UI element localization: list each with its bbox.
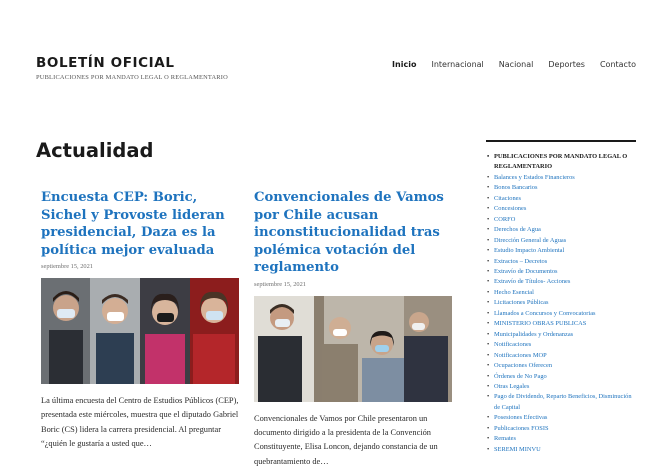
- sidebar-category-item[interactable]: • Posesiones Efectivas: [486, 413, 636, 423]
- post-date: septiembre 15, 2021: [41, 263, 239, 270]
- category-list: [486, 152, 636, 455]
- sidebar-category-item[interactable]: • Remates: [486, 434, 636, 444]
- sidebar-category-item[interactable]: • Hecho Esencial: [486, 288, 636, 298]
- sidebar-category-item[interactable]: • Extravío de Títulos- Acciones: [486, 277, 636, 287]
- nav-item-nacional[interactable]: Nacional: [499, 60, 534, 69]
- sidebar-category-item[interactable]: • Otras Legales: [486, 382, 636, 392]
- people-photo-icon: [41, 278, 239, 384]
- nav-item-deportes[interactable]: Deportes: [548, 60, 585, 69]
- post-excerpt: La última encuesta del Centro de Estudios Públicos (CEP), presentada este miércoles, muestra que el diputado Gabriel Boric (CS) lidera la carrera presidencial. Al preguntar “¿quién le gustaría a usted que…: [41, 394, 239, 452]
- category-heading[interactable]: • PUBLICACIONES POR MANDATO LEGAL O REGLAMENTARIO: [486, 152, 636, 173]
- site-title[interactable]: BOLETÍN OFICIAL: [36, 55, 175, 71]
- post-image[interactable]: [254, 296, 452, 402]
- sidebar-category-item[interactable]: • CORFO: [486, 215, 636, 225]
- sidebar-category-item[interactable]: • Dirección General de Aguas: [486, 236, 636, 246]
- sidebar-category-item[interactable]: • Llamados a Concursos y Convocatorias: [486, 309, 636, 319]
- page-title: Actualidad: [36, 139, 153, 162]
- sidebar-category-item[interactable]: • Notificaciones: [486, 340, 636, 350]
- sidebar-category-item[interactable]: • Extractos – Decretos: [486, 257, 636, 267]
- sidebar-category-item[interactable]: • Pago de Dividendo, Reparto Beneficios, Disminución de Capital: [486, 392, 636, 413]
- post-title-link[interactable]: Convencionales de Vamos por Chile acusan inconstitucionalidad tras polémica votación del reglamento: [254, 189, 454, 277]
- post-date: septiembre 15, 2021: [254, 281, 454, 288]
- post-card: [41, 189, 239, 452]
- post-title-link[interactable]: Encuesta CEP: Boric, Sichel y Provoste lideran presidencial, Daza es la política mejor evaluada: [41, 189, 239, 259]
- nav-item-inicio[interactable]: Inicio: [392, 60, 416, 69]
- site-description: PUBLICACIONES POR MANDATO LEGAL O REGLAMENTARIO: [36, 74, 228, 81]
- post-excerpt: Convencionales de Vamos por Chile presentaron un documento dirigido a la presidenta de la Convención Constituyente, Elisa Loncon, dejando constancia de un quebrantamiento de…: [254, 412, 454, 469]
- sidebar-category-item[interactable]: • Órdenes de No Pago: [486, 372, 636, 382]
- sidebar-categories: [486, 140, 636, 455]
- people-photo-icon: [254, 296, 452, 402]
- main-nav: [377, 60, 636, 69]
- sidebar-category-item[interactable]: • SEREMI MINVU: [486, 445, 636, 455]
- sidebar-category-item[interactable]: • Ocupaciones Oferecen: [486, 361, 636, 371]
- sidebar-category-item[interactable]: • Estudio Impacto Ambiental: [486, 246, 636, 256]
- sidebar-category-item[interactable]: • Licitaciones Públicas: [486, 298, 636, 308]
- sidebar-category-item[interactable]: • Bonos Bancarios: [486, 183, 636, 193]
- sidebar-category-item[interactable]: • Concesiones: [486, 204, 636, 214]
- sidebar-category-item[interactable]: • Balances y Estados Financieros: [486, 173, 636, 183]
- nav-item-contacto[interactable]: Contacto: [600, 60, 636, 69]
- sidebar-category-item[interactable]: • Extravío de Documentos: [486, 267, 636, 277]
- sidebar-category-item[interactable]: • Citaciones: [486, 194, 636, 204]
- sidebar-category-item[interactable]: • Publicaciones FOSIS: [486, 424, 636, 434]
- sidebar-category-item[interactable]: • Notificaciones MOP: [486, 351, 636, 361]
- nav-item-internacional[interactable]: Internacional: [431, 60, 483, 69]
- sidebar-category-item[interactable]: • Derechos de Agua: [486, 225, 636, 235]
- post-card: [254, 189, 454, 469]
- post-image[interactable]: [41, 278, 239, 384]
- sidebar-category-item[interactable]: • MINISTERIO OBRAS PUBLICAS: [486, 319, 636, 329]
- sidebar-category-item[interactable]: • Municipalidades y Ordenanzas: [486, 330, 636, 340]
